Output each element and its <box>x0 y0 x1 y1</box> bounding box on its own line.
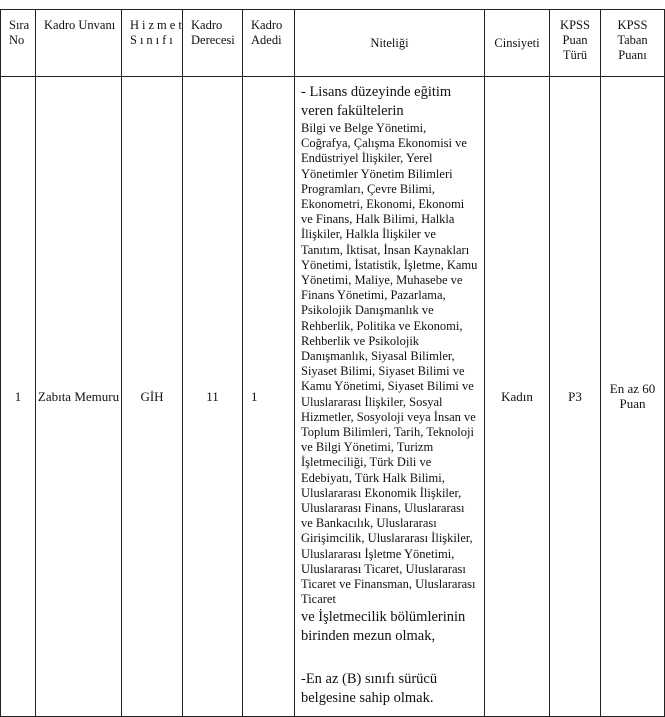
header-row <box>1 10 665 77</box>
cell-kadro-unvani: Zabıta Memuru <box>36 77 122 717</box>
cell-cinsiyeti: Kadın <box>485 77 550 717</box>
cell-kpss-taban-puani: En az 60 Puan <box>601 77 665 717</box>
header-kadro-adedi: Kadro Adedi <box>243 10 295 77</box>
cell-niteligi <box>295 77 485 717</box>
requirement-license: -En az (B) sınıfı sürücü belgesine sahip olmak. <box>301 670 438 706</box>
table-row <box>1 77 665 717</box>
header-kpss-taban-puani: KPSS Taban Puanı <box>601 10 665 77</box>
cell-kadro-derecesi: 11 <box>183 77 243 717</box>
header-sira-no: Sıra No <box>1 10 36 77</box>
header-kadro-unvani: Kadro Unvanı <box>36 10 122 77</box>
cell-hizmet-sinifi: GİH <box>122 77 183 717</box>
positions-table <box>0 9 665 717</box>
header-niteligi: Niteliği <box>295 10 485 77</box>
cell-sira-no: 1 <box>1 77 36 717</box>
header-cinsiyeti: Cinsiyeti <box>485 10 550 77</box>
header-kpss-puan-turu: KPSS Puan Türü <box>550 10 601 77</box>
cell-kpss-puan-turu: P3 <box>550 77 601 717</box>
header-kadro-derecesi: Kadro Derecesi <box>183 10 243 77</box>
header-hizmet-sinifi: Hizmet Sınıfı <box>122 10 183 77</box>
cell-kadro-adedi: 1 <box>243 77 295 717</box>
requirement-intro: - Lisans düzeyinde eğitim veren fakültelerin <box>301 84 452 119</box>
requirement-programs: Bilgi ve Belge Yönetimi, Coğrafya, Çalışma Ekonomisi ve Endüstriyel İlişkiler, Yerel Yönetimler Yönetim Bilimleri Programları, Çevre Bilimi, Ekonometri, Ekonomi, Ekonomi ve Finans, Halk Bilimi, Halkla İlişkiler, Halkla İlişkiler ve Tanıtım, İktisat, İnsan Kaynakları Yönetimi, İstatistik, İşletme, Kamu Yönetimi, Maliye, Muhasebe ve Finans Yönetimi, Pazarlama, Psikolojik Danışmanlık ve Rehberlik, Politika ve Ekonomi, Rehberlik ve Psikolojik Danışmanlık, Siyasal Bilimler, Siyaset Bilimi, Siyaset Bilimi ve Kamu Yönetimi, Siyaset Bilimi ve Uluslararası İlişkiler, Sosyal Hizmetler, Sosyoloji veya İnsan ve Toplum Bilimleri, Tarih, Teknoloji ve Bilgi Yönetimi, Turizm İşletmeciliği, Türk Dili ve Edebiyatı, Türk Halk Bilimi, Uluslararası Ekonomik İlişkiler, Uluslararası Finans, Uluslararası ve Bankacılık, Uluslararası Girişimcilik, Uluslararası İlişkiler, Uluslararası İşletme Yönetimi, Uluslararası Ticaret, Uluslararası Ticaret ve Finansman, Uluslararası Ticaret <box>301 121 478 607</box>
requirement-closing: ve İşletmecilik bölümlerinin birinden mezun olmak, <box>301 608 466 644</box>
